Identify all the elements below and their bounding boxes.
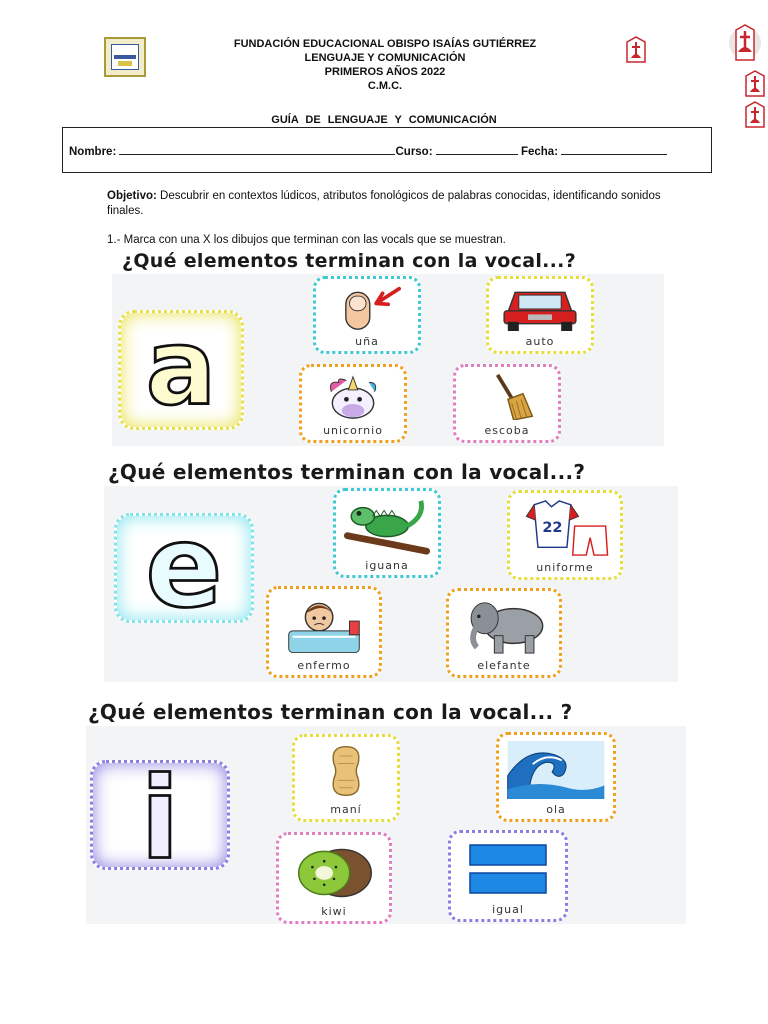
card-una[interactable] bbox=[313, 276, 421, 354]
letter-e-card bbox=[114, 513, 254, 623]
letter-e-icon bbox=[117, 516, 251, 620]
section-a-title: ¿Qué elementos terminan con la vocal...? bbox=[122, 250, 577, 272]
letter-a-glyph: a bbox=[145, 313, 217, 427]
school-logo bbox=[104, 37, 146, 77]
small-emblem-icon bbox=[744, 70, 766, 98]
letter-i-icon bbox=[93, 763, 227, 867]
letter-a-icon bbox=[121, 313, 241, 427]
card-enfermo[interactable] bbox=[266, 586, 382, 678]
wave-icon bbox=[505, 741, 607, 799]
header-line-2: LENGUAJE Y COMUNICACIÓN bbox=[304, 52, 466, 64]
card-igual[interactable] bbox=[448, 830, 568, 922]
elephant-icon bbox=[455, 597, 553, 655]
section-i-title: ¿Qué elementos terminan con la vocal... ? bbox=[88, 700, 573, 724]
instruction-text: 1.- Marca con una X los dibujos que terminan con las vocals que se muestran. bbox=[107, 234, 506, 246]
equals-icon bbox=[457, 839, 559, 899]
date-label: Fecha: bbox=[520, 146, 559, 158]
header-line-4: C.M.C. bbox=[367, 80, 403, 92]
card-caption: escoba bbox=[484, 424, 530, 437]
card-caption: auto bbox=[525, 335, 555, 348]
card-caption: unicornio bbox=[323, 424, 383, 437]
letter-a-card bbox=[118, 310, 244, 430]
date-field[interactable] bbox=[561, 145, 667, 155]
peanut-icon bbox=[301, 743, 391, 799]
card-unicornio[interactable] bbox=[299, 364, 407, 443]
guide-title: GUÍA DE LENGUAJE Y COMUNICACIÓN bbox=[271, 114, 497, 126]
svg-text:22: 22 bbox=[542, 519, 563, 536]
card-kiwi[interactable] bbox=[276, 832, 392, 924]
card-caption: uniforme bbox=[536, 561, 594, 574]
finger-nail-icon bbox=[322, 285, 412, 331]
corner-emblem-icon bbox=[728, 22, 762, 64]
sick-child-icon bbox=[275, 595, 373, 655]
broom-icon bbox=[462, 373, 552, 420]
car-icon bbox=[495, 285, 585, 331]
iguana-icon bbox=[342, 497, 432, 555]
objective-label: Objetivo: bbox=[107, 190, 157, 202]
card-iguana[interactable] bbox=[333, 488, 441, 578]
cross-flame-emblem-icon bbox=[625, 36, 647, 64]
card-caption: igual bbox=[492, 903, 524, 916]
school-header bbox=[170, 37, 600, 93]
card-elefante[interactable] bbox=[446, 588, 562, 678]
card-caption: iguana bbox=[365, 559, 409, 572]
card-caption: uña bbox=[355, 335, 379, 348]
card-uniforme[interactable] bbox=[507, 490, 623, 580]
name-field[interactable] bbox=[119, 145, 395, 155]
header-line-3: PRIMEROS AÑOS 2022 bbox=[324, 66, 446, 78]
kiwi-icon bbox=[285, 841, 383, 901]
letter-i-card bbox=[90, 760, 230, 870]
letter-i-glyph: i bbox=[140, 763, 180, 867]
objective-text: Descubrir en contextos lúdicos, atributos fonológicos de palabras conocidas, identificando sonidos finales. bbox=[107, 190, 661, 217]
card-caption: enfermo bbox=[297, 659, 351, 672]
course-label: Curso: bbox=[395, 146, 433, 158]
uniform-icon bbox=[516, 499, 614, 557]
section-e-title: ¿Qué elementos terminan con la vocal...? bbox=[108, 460, 586, 484]
header-line-1: FUNDACIÓN EDUCACIONAL OBISPO ISAÍAS GUTIÉRREZ bbox=[233, 38, 537, 50]
objective-paragraph bbox=[107, 189, 667, 219]
unicorn-icon bbox=[308, 373, 398, 420]
card-ola[interactable] bbox=[496, 732, 616, 822]
name-label: Nombre: bbox=[69, 146, 117, 158]
card-mani[interactable] bbox=[292, 734, 400, 822]
card-caption: ola bbox=[546, 803, 566, 816]
card-caption: elefante bbox=[477, 659, 531, 672]
course-field[interactable] bbox=[436, 145, 518, 155]
letter-e-glyph: e bbox=[145, 516, 223, 620]
card-escoba[interactable] bbox=[453, 364, 561, 443]
student-info-box bbox=[62, 127, 712, 173]
card-auto[interactable] bbox=[486, 276, 594, 354]
card-caption: kiwi bbox=[321, 905, 347, 918]
card-caption: maní bbox=[330, 803, 362, 816]
